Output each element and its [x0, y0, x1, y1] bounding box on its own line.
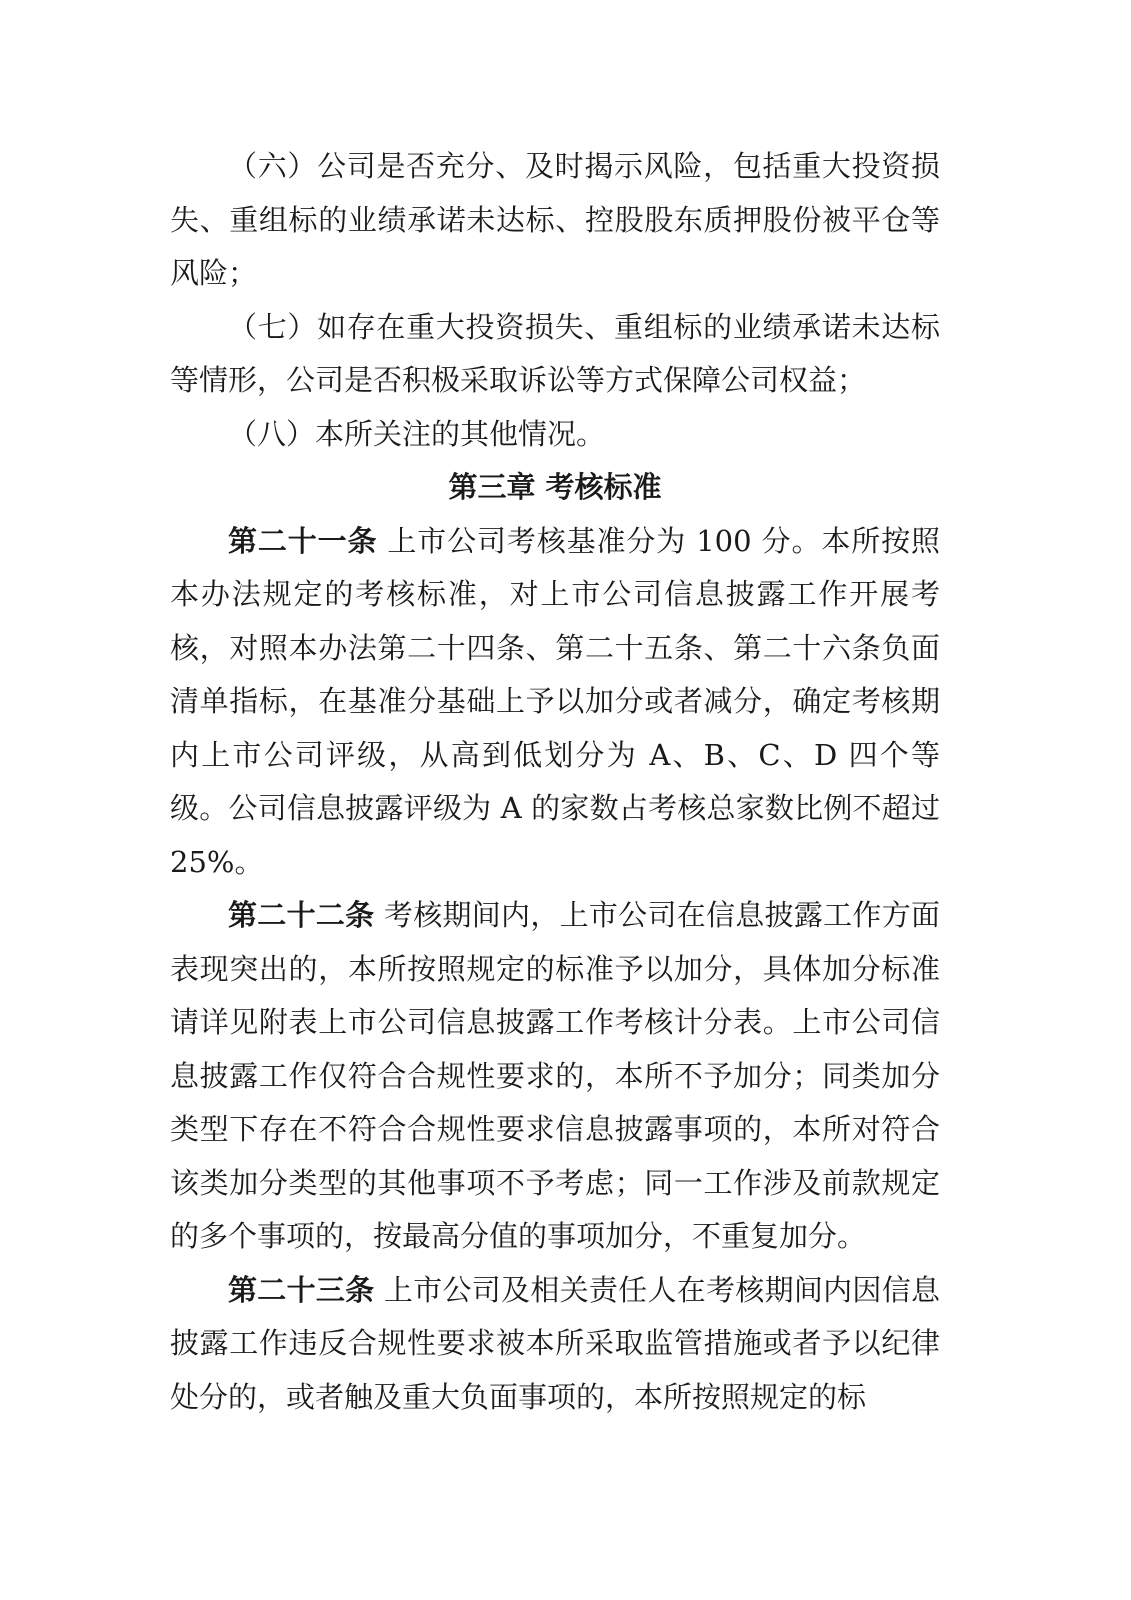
article-label: 第二十二条: [228, 898, 375, 932]
article-label: 第二十三条: [228, 1272, 375, 1307]
article-text: 上市公司及相关责任人在考核期间内因信息披露工作违反合规性要求被本所采取监管措施或者予以纪律处分的，或者触及重大负面事项的，本所按照规定的标: [170, 1272, 940, 1414]
article-label: 第二十一条: [228, 523, 378, 558]
article-23: [170, 1264, 940, 1425]
list-item-eight: （八）本所关注的其他情况。: [228, 416, 606, 451]
list-item-six: （六）公司是否充分、及时揭示风险，包括重大投资损失、重组标的业绩承诺未达标、控股股东质押股份被平仓等风险；: [170, 149, 940, 290]
article-22: [170, 889, 940, 1264]
chapter-heading: 第三章 考核标准: [448, 470, 662, 504]
document-body: [170, 140, 940, 1424]
article-21: [170, 515, 940, 890]
article-text: 上市公司考核基准分为 100 分。本所按照本办法规定的考核标准，对上市公司信息披露工作开展考核，对照本办法第二十四条、第二十五条、第二十六条负面清单指标，在基准分基础上予以加分或者减分，确定考核期内上市公司评级，从高到低划分为 A、B、C、D 四个等级。公司信息披露评级为 A 的家数占考核总家数比例不超过25%。: [170, 523, 940, 879]
list-item-seven: （七）如存在重大投资损失、重组标的业绩承诺未达标等情形，公司是否积极采取诉讼等方式保障公司权益；: [170, 309, 940, 397]
article-text: 考核期间内，上市公司在信息披露工作方面表现突出的，本所按照规定的标准予以加分，具体加分标准请详见附表上市公司信息披露工作考核计分表。上市公司信息披露工作仅符合合规性要求的，本所不予加分；同类加分类型下存在不符合合规性要求信息披露事项的，本所对符合该类加分类型的其他事项不予考虑；同一工作涉及前款规定的多个事项的，按最高分值的事项加分，不重复加分。: [170, 898, 940, 1253]
